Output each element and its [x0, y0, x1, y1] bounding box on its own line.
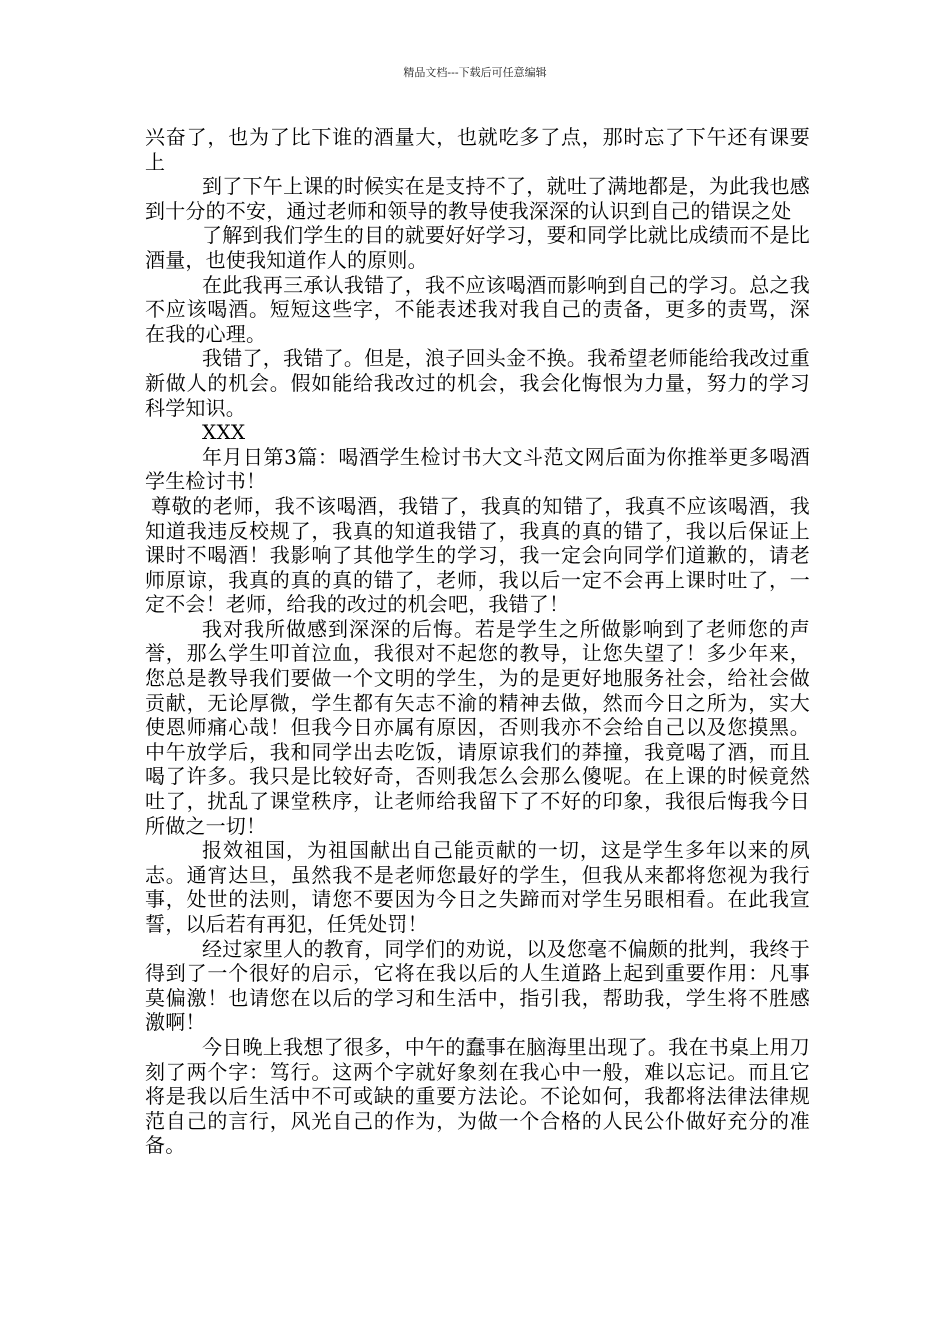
paragraph: 今日晚上我想了很多，中午的蠢事在脑海里出现了。我在书桌上用刀刻了两个字：笃行。这两个字就好象刻在我心中一般，难以忘记。而且它将是我以后生活中不可或缺的重要方法论。不论如何，我都将法律法律规范自己的言行，风光自己的作为，为做一个合格的人民公仆做好充分的准备。 [145, 1034, 810, 1158]
paragraph: 到了下午上课的时候实在是支持不了，就吐了满地都是，为此我也感到十分的不安，通过老师和领导的教导使我深深的认识到自己的错误之处 [145, 174, 810, 223]
paragraph: 在此我再三承认我错了，我不应该喝酒而影响到自己的学习。总之我不应该喝酒。短短这些字，不能表述我对我自己的责备，更多的责骂，深在我的心理。 [145, 272, 810, 346]
paragraph: 尊敬的老师，我不该喝酒，我错了，我真的知错了，我真不应该喝酒，我知道我违反校规了，我真的知道我错了，我真的真的错了，我以后保证上课时不喝酒！我影响了其他学生的学习，我一定会向同学们道歉的，请老师原谅，我真的真的真的错了，老师，我以后一定不会再上课时吐了，一定不会！老师，给我的改过的机会吧，我错了！ [145, 493, 810, 617]
paragraph: 兴奋了，也为了比下谁的酒量大，也就吃多了点，那时忘了下午还有课要上 [145, 125, 810, 174]
paragraph: 了解到我们学生的目的就要好好学习，要和同学比就比成绩而不是比酒量，也使我知道作人的原则。 [145, 223, 810, 272]
document-body [145, 125, 810, 1158]
paragraph: 我对我所做感到深深的后悔。若是学生之所做影响到了老师您的声誉，那么学生叩首泣血，我很对不起您的教导，让您失望了！多少年来，您总是教导我们要做一个文明的学生，为的是更好地服务社会，给社会做贡献，无论厚微，学生都有矢志不渝的精神去做，然而今日之所为，实大使恩师痛心哉！但我今日亦属有原因，否则我亦不会给自己以及您摸黑。中午放学后，我和同学出去吃饭，请原谅我们的莽撞，我竟喝了酒，而且喝了许多。我只是比较好奇，否则我怎么会那么傻呢。在上课的时候竟然吐了，扰乱了课堂秩序，让老师给我留下了不好的印象，我很后悔我今日所做之一切！ [145, 616, 810, 838]
paragraph: 年月日第3篇：喝酒学生检讨书大文斗范文网后面为你推举更多喝酒学生检讨书！ [145, 444, 810, 494]
page-header: 精品文档---下载后可任意编辑 [403, 66, 547, 79]
signature-line: XXX [202, 420, 246, 445]
paragraph: 报效祖国，为祖国献出自己能贡献的一切，这是学生多年以来的夙志。通宵达旦，虽然我不是老师您最好的学生，但我从来都将您视为我行事，处世的法则，请您不要因为今日之失蹄而对学生另眼相看。在此我宣誓，以后若有再犯，任凭处罚！ [145, 838, 810, 936]
paragraph: 经过家里人的教育，同学们的劝说，以及您毫不偏颇的批判，我终于得到了一个很好的启示，它将在我以后的人生道路上起到重要作用：凡事莫偏激！也请您在以后的学习和生活中，指引我，帮助我，学生将不胜感激啊！ [145, 936, 810, 1035]
paragraph: 我错了，我错了。但是，浪子回头金不换。我希望老师能给我改过重新做人的机会。假如能给我改过的机会，我会化悔恨为力量，努力的学习科学知识。 [145, 346, 810, 420]
